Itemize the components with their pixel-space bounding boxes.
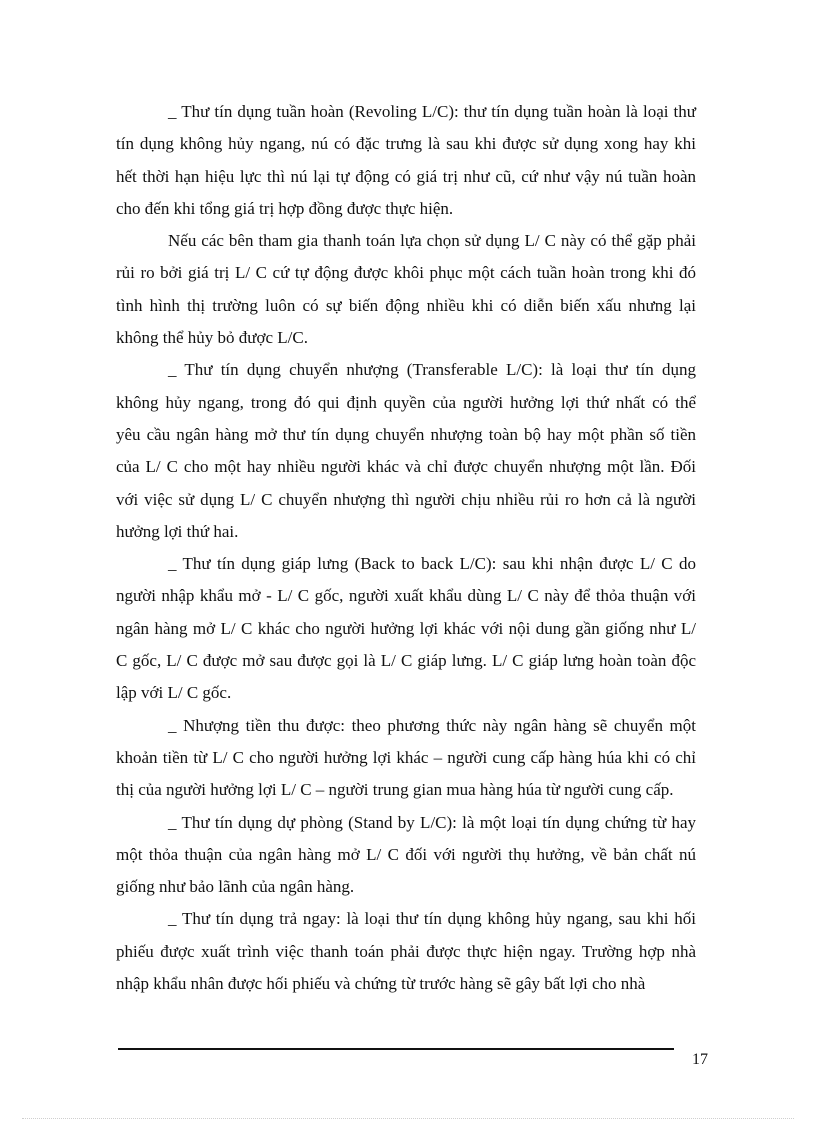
text-line: không thể hủy bỏ được L/C. bbox=[116, 328, 308, 348]
text-line: với việc sử dụng L/ C chuyển nhượng thì người chịu nhiều rủi ro hơn cả là người bbox=[116, 489, 696, 509]
page-edge-divider bbox=[22, 1118, 794, 1119]
text-line: ngân hàng mở L/ C khác cho người hưởng lợi khác với nội dung gần giống như L/ bbox=[116, 618, 696, 638]
text-line: yêu cầu ngân hàng mở thư tín dụng chuyển nhượng toàn bộ hay một phần số tiền bbox=[116, 424, 696, 444]
text-line: rủi ro bởi giá trị L/ C cứ tự động được khôi phục một cách tuần hoàn trong khi đó bbox=[116, 263, 696, 283]
text-line: của L/ C cho một hay nhiều người khác và chỉ được chuyển nhượng một lần. Đối bbox=[116, 457, 696, 477]
paragraph-sight-lc bbox=[116, 903, 696, 1000]
paragraph-transferable-lc bbox=[116, 354, 696, 548]
document-body bbox=[116, 96, 696, 1000]
text-line: người nhập khẩu mở - L/ C gốc, người xuất khẩu dùng L/ C này để thỏa thuận với bbox=[116, 586, 696, 606]
text-line: thị của người hưởng lợi L/ C – người trung gian mua hàng húa từ người cung cấp. bbox=[116, 780, 674, 800]
text-line: hết thời hạn hiệu lực thì nú lại tự động có giá trị như cũ, cứ như vậy nú tuần hoàn bbox=[116, 166, 696, 186]
text-line: C gốc, L/ C được mở sau được gọi là L/ C giáp lưng. L/ C giáp lưng hoàn toàn độc bbox=[116, 651, 696, 671]
page-number: 17 bbox=[692, 1051, 708, 1068]
footer-rule bbox=[118, 1048, 674, 1050]
text-line: _ Thư tín dụng tuần hoàn (Revoling L/C): thư tín dụng tuần hoàn là loại thư bbox=[168, 102, 696, 121]
text-line: cho đến khi tổng giá trị hợp đồng được thực hiện. bbox=[116, 198, 454, 218]
text-line: một thỏa thuận của ngân hàng mở L/ C đối với người thụ hưởng, về bản chất nú bbox=[116, 844, 696, 864]
text-line: phiếu được xuất trình việc thanh toán phải được thực hiện ngay. Trường hợp nhà bbox=[116, 941, 696, 961]
paragraph-revolving-risk bbox=[116, 225, 696, 354]
text-line: tín dụng không hủy ngang, nú có đặc trưng là sau khi được sử dụng xong hay khi bbox=[116, 134, 696, 154]
text-line: khoản tiền từ L/ C cho người hưởng lợi khác – người cung cấp hàng húa khi có chỉ bbox=[116, 747, 696, 767]
paragraph-revolving-lc bbox=[116, 96, 696, 225]
text-line: hưởng lợi thứ hai. bbox=[116, 521, 239, 541]
text-line: _ Thư tín dụng giáp lưng (Back to back L/C): sau khi nhận được L/ C do bbox=[168, 554, 696, 574]
text-line: _ Thư tín dụng chuyển nhượng (Transferable L/C): là loại thư tín dụng bbox=[168, 360, 696, 380]
paragraph-standby-lc bbox=[116, 807, 696, 904]
text-line: không hủy ngang, trong đó qui định quyền của người hưởng lợi thứ nhất có thể bbox=[116, 392, 696, 412]
text-line: giống như bảo lãnh của ngân hàng. bbox=[116, 877, 355, 897]
text-line: _ Nhượng tiền thu được: theo phương thức này ngân hàng sẽ chuyển một bbox=[168, 715, 696, 735]
text-line: _ Thư tín dụng dự phòng (Stand by L/C): là một loại tín dụng chứng từ hay bbox=[168, 812, 696, 832]
text-line: _ Thư tín dụng trả ngay: là loại thư tín dụng không hủy ngang, sau khi hối bbox=[168, 909, 696, 929]
text-line: nhập khẩu nhân được hối phiếu và chứng từ trước hàng sẽ gây bất lợi cho nhà bbox=[116, 974, 646, 994]
text-line: tình hình thị trường luôn có sự biến động nhiều khi có diễn biến xấu nhưng lại bbox=[116, 295, 696, 315]
paragraph-assignment-of-proceeds bbox=[116, 710, 696, 807]
paragraph-back-to-back-lc bbox=[116, 548, 696, 709]
text-line: lập với L/ C gốc. bbox=[116, 683, 232, 703]
text-line: Nếu các bên tham gia thanh toán lựa chọn sử dụng L/ C này có thể gặp phải bbox=[168, 231, 696, 251]
